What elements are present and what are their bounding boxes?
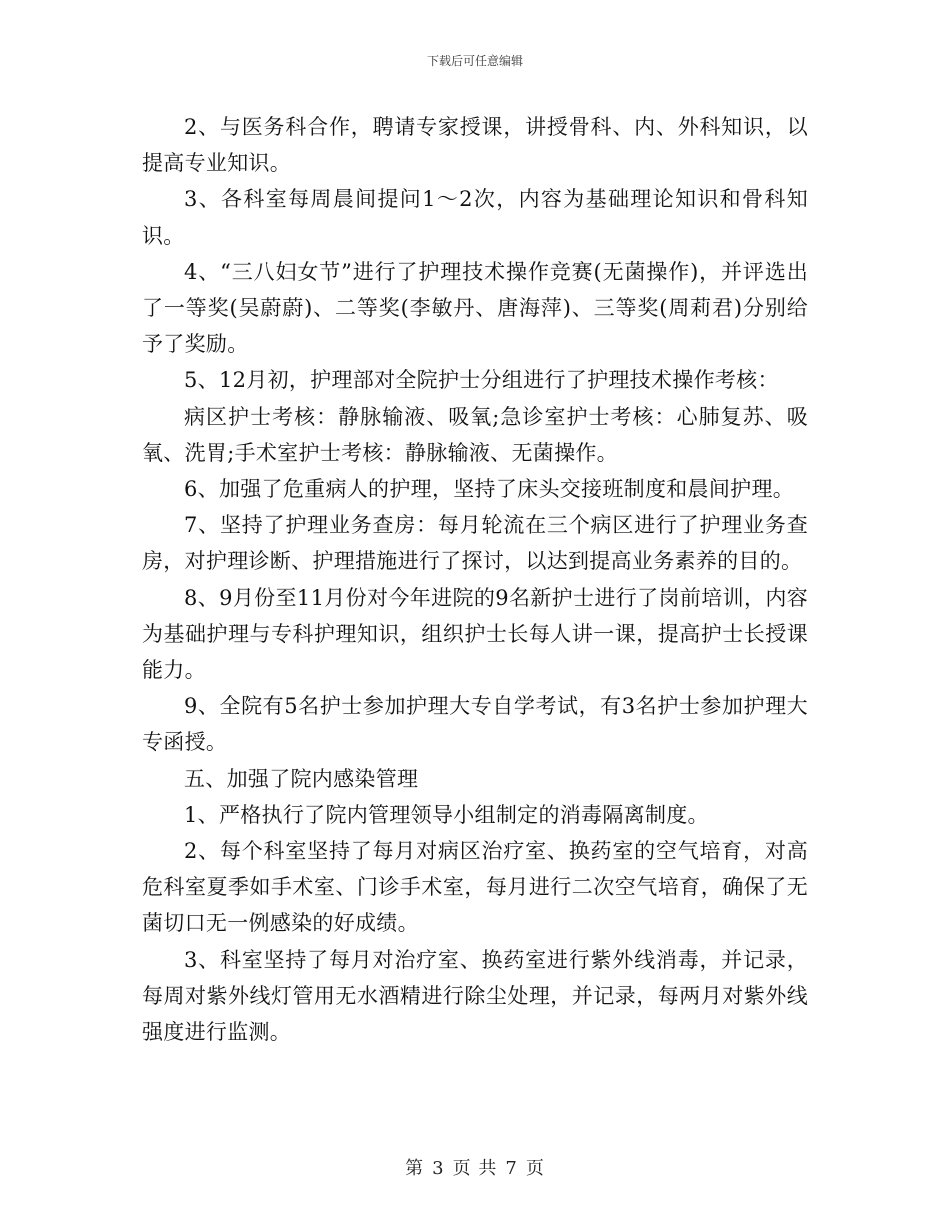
- paragraph: 3、科室坚持了每月对治疗室、换药室进行紫外线消毒，并记录，每周对紫外线灯管用无水酒精进行除尘处理，并记录，每两月对紫外线强度进行监测。: [142, 947, 808, 1045]
- paragraph: 4、“三八妇女节”进行了护理技术操作竞赛(无菌操作)，并评选出了一等奖(吴蔚蔚)、二等奖(李敏丹、唐海萍)、三等奖(周莉君)分别给予了奖励。: [142, 259, 808, 357]
- section-heading: 五、加强了院内感染管理: [184, 766, 419, 791]
- footer-prefix: 第: [405, 1158, 425, 1179]
- paragraph: 9、全院有5名护士参加护理大专自学考试，有3名护士参加护理大专函授。: [142, 694, 808, 755]
- page-footer: [0, 1154, 950, 1180]
- paragraph: 2、与医务科合作，聘请专家授课，讲授骨科、内、外科知识，以提高专业知识。: [142, 115, 808, 176]
- paragraph: 2、每个科室坚持了每月对病区治疗室、换药室的空气培育，对高危科室夏季如手术室、门诊手术室，每月进行二次空气培育，确保了无菌切口无一例感染的好成绩。: [142, 839, 808, 936]
- paragraph: 5、12月初，护理部对全院护士分组进行了护理技术操作考核：: [184, 368, 779, 393]
- footer-middle: 页 共: [452, 1158, 498, 1179]
- paragraph: 病区护士考核：静脉输液、吸氧;急诊室护士考核：心肺复苏、吸氧、洗胃;手术室护士考核：静脉输液、无菌操作。: [142, 404, 808, 465]
- paragraph: 6、加强了危重病人的护理，坚持了床头交接班制度和晨间护理。: [184, 477, 795, 502]
- document-body: [142, 109, 808, 1050]
- total-pages: 7: [505, 1158, 518, 1179]
- paragraph: 7、坚持了护理业务查房：每月轮流在三个病区进行了护理业务查房，对护理诊断、护理措施进行了探讨，以达到提高业务素养的目的。: [142, 513, 808, 574]
- page-header: 下载后可任意编辑: [426, 54, 523, 68]
- paragraph: 3、各科室每周晨间提问1～2次，内容为基础理论知识和骨科知识。: [142, 187, 808, 248]
- paragraph: 1、严格执行了院内管理领导小组制定的消毒隔离制度。: [184, 802, 709, 827]
- paragraph: 8、9月份至11月份对今年进院的9名新护士进行了岗前培训，内容为基础护理与专科护理知识，组织护士长每人讲一课，提高护士长授课能力。: [142, 585, 808, 683]
- page-number: 3: [432, 1158, 445, 1179]
- footer-suffix: 页: [525, 1158, 545, 1179]
